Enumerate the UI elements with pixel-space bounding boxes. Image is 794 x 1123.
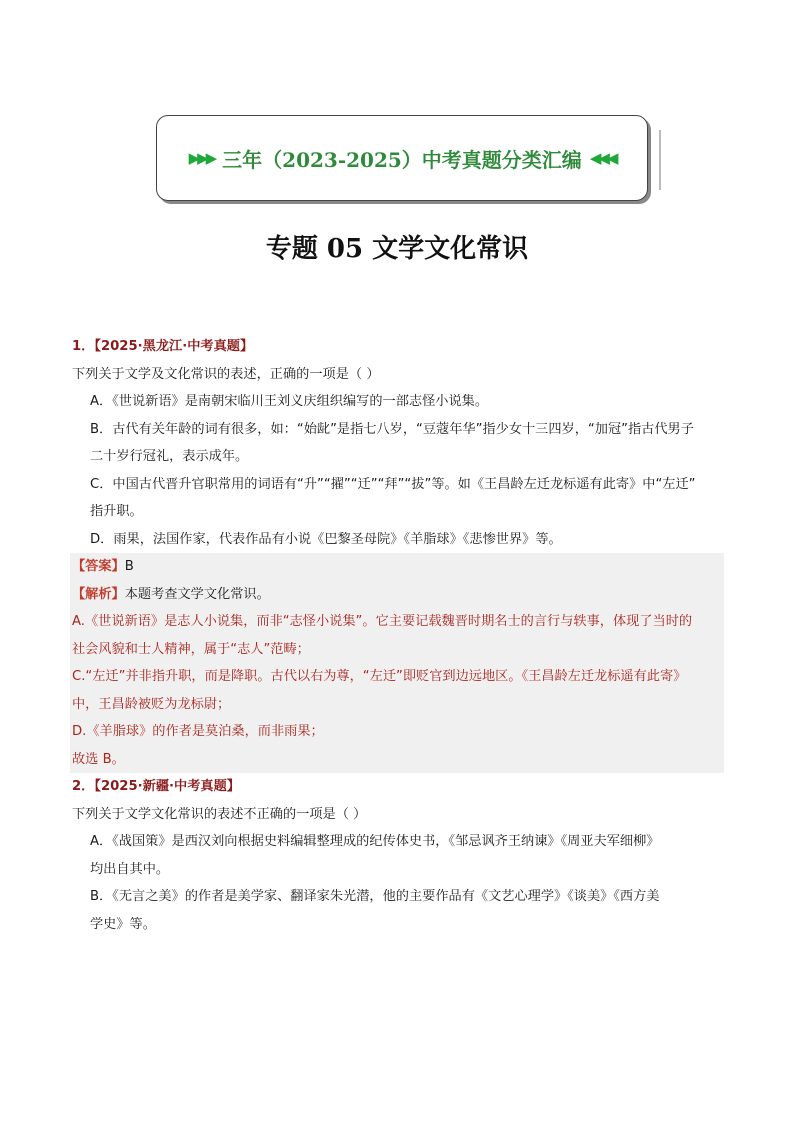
question-1-option-d: D．雨果，法国作家，代表作品有小说《巴黎圣母院》《羊脂球》《悲惨世界》等。 (90, 531, 562, 547)
question-1-option-b: B．古代有关年龄的词有很多，如：“始龀”是指七八岁，“豆蔻年华”指少女十三四岁，“加冠”指古代男子 (90, 421, 694, 437)
analysis-c: C.“左迁”并非指升职，而是降职。古代以右为尊，“左迁”即贬官到边远地区。《王昌龄左迁龙标遥有此寄》 (72, 669, 687, 684)
question-1-header: 1．【2025·黑龙江·中考真题】 (72, 339, 254, 354)
analysis-label: 【解析】 (72, 586, 125, 602)
question-1 (72, 333, 724, 773)
question-1-stem: 下列关于文学及文化常识的表述，正确的一项是（ ） (72, 366, 380, 382)
banner-edge-mark (659, 130, 661, 190)
question-list (72, 333, 724, 938)
banner-title: 三年（2023-2025）中考真题分类汇编 (222, 147, 582, 172)
question-2-option-b-cont: 学史》等。 (90, 916, 156, 932)
analysis-intro: 本题考查文学文化常识。 (124, 586, 270, 602)
question-1-answer-block (70, 553, 724, 773)
analysis-c-cont: 中，王昌龄被贬为龙标尉； (72, 696, 231, 712)
question-2-option-a: A．《战国策》是西汉刘向根据史料编辑整理成的纪传体史书，《邹忌讽齐王纳谏》《周亚夫军细柳》 (90, 834, 660, 849)
analysis-a-cont: 社会风貌和士人精神，属于“志人”范畴； (72, 641, 310, 657)
analysis-d: D.《羊脂球》的作者是莫泊桑，而非雨果； (72, 724, 324, 739)
question-2-header: 2．【2025·新疆·中考真题】 (72, 779, 240, 794)
question-1-answer (72, 553, 724, 581)
question-2-stem: 下列关于文学文化常识的表述不正确的一项是（ ） (72, 806, 367, 822)
analysis-a: A.《世说新语》是志人小说集，而非“志怪小说集”。它主要记载魏晋时期名士的言行与轶事，体现了当时的 (72, 614, 693, 629)
left-arrows-icon: ▶▶▶ (188, 149, 215, 167)
answer-label: 【答案】 (72, 559, 125, 574)
question-1-option-a: A．《世说新语》是南朝宋临川王刘义庆组织编写的一部志怪小说集。 (90, 394, 489, 409)
question-2-option-a-cont: 均出自其中。 (90, 861, 170, 877)
question-1-option-c-cont: 指升职。 (90, 504, 143, 519)
analysis-conclusion: 故选 B。 (72, 751, 125, 767)
page-title: 专题 05 文学文化常识 (265, 234, 529, 264)
collection-banner (156, 115, 648, 201)
question-1-analysis (72, 581, 724, 609)
question-2 (72, 773, 724, 938)
answer-value: B (124, 559, 134, 574)
question-1-option-c: C．中国古代晋升官职常用的词语有“升”“擢”“迁”“拜”“拔”等。如《王昌龄左迁龙标遥有此寄》中“左迁” (90, 476, 696, 492)
question-2-option-b: B．《无言之美》的作者是美学家、翻译家朱光潜，他的主要作品有《文艺心理学》《谈美》《西方美 (90, 889, 660, 904)
right-arrows-icon: ◀◀◀ (589, 149, 616, 167)
question-1-option-b-cont: 二十岁行冠礼，表示成年。 (90, 449, 249, 464)
